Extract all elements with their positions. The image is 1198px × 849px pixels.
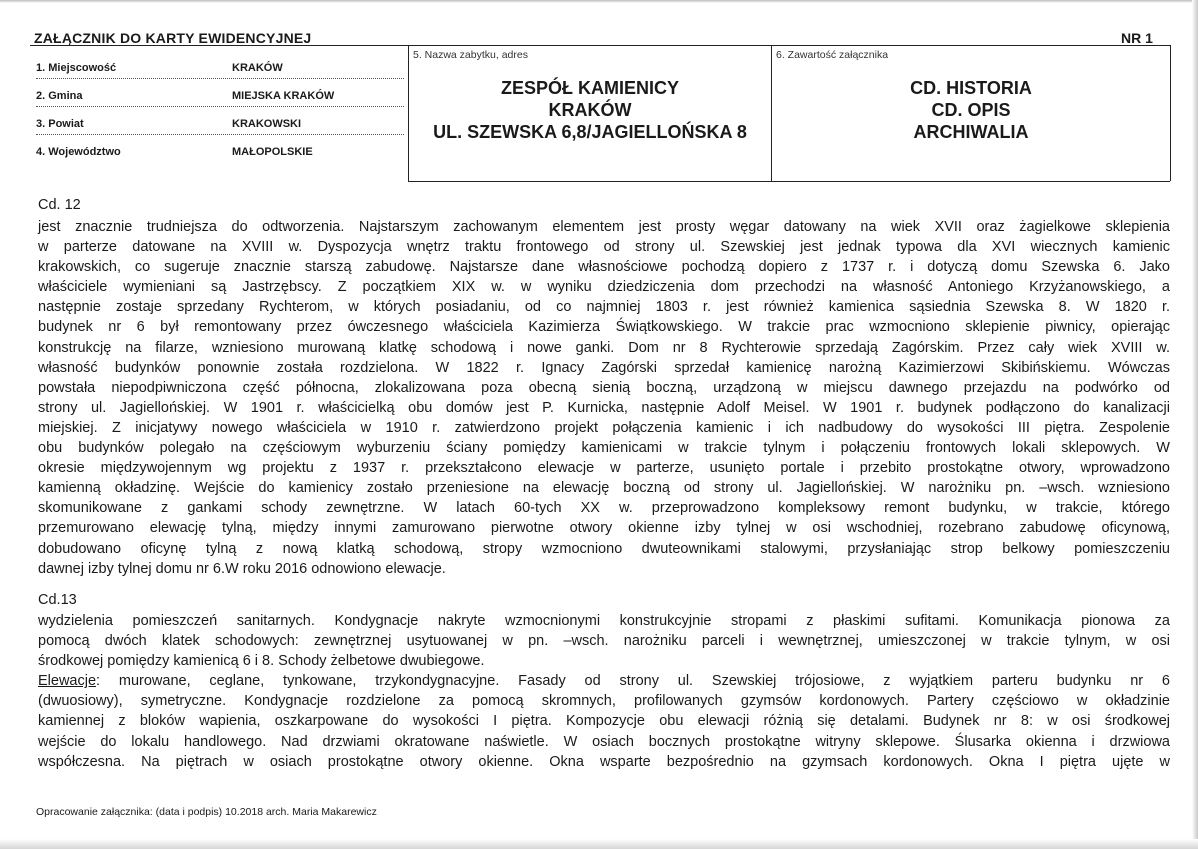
header-divider-1 bbox=[408, 45, 409, 181]
text-line: kamiennej z bloków wapienia, oszkarpowane do wysokości I piętra. Kompozycje obu elewacji różnią się detalami. Budynek nr 8: w osi środkowej bbox=[38, 713, 1170, 730]
elewacje-heading: Elewacje bbox=[38, 673, 97, 690]
text-line: przemurowano elewację tylną, między innymi zamurowano pierwotne otwory okienne izby tylnej w osi wschodniej, rozebrano zabudowę oficynową, bbox=[38, 520, 1170, 537]
text-line: kamienną okładzinę. Wejście do kamienicy zostało przeniesione na elewację boczną od strony ul. Jagiellońskiej. W narożniku pn. –wsch. wzniesiono bbox=[38, 480, 1170, 497]
scan-edge-top bbox=[0, 0, 1198, 3]
monument-line: UL. SZEWSKA 6,8/JAGIELLOŃSKA 8 bbox=[433, 122, 747, 142]
text-line: okresie międzywojennym wg projektu z 1937 r. przekształcono elewacje w parterze, usunięto portale i przebito prostokątne otwory, wprowadzono bbox=[38, 460, 1170, 477]
location-row-gmina bbox=[36, 86, 404, 107]
text-line: skomunikowane z gankami schody zewnętrzne. W latach 60-tych XX w. przeprowadzono kompleksowy remont budynku, w trakcie, którego bbox=[38, 500, 1170, 517]
footer-author: Opracowanie załącznika: (data i podpis) 10.2018 arch. Maria Makarewicz bbox=[36, 806, 377, 818]
text-line: środkowej pomiędzy kamienicą 6 i 8. Schody żelbetowe dwubiegowe. bbox=[38, 653, 485, 670]
text-line: wydzielenia pomieszczeń sanitarnych. Kondygnacje nakryte wzmocnionymi konstrukcyjnie stropami z płaskimi sufitami. Komunikacja pionowa za bbox=[38, 613, 1170, 629]
text-line-elewacje bbox=[38, 671, 1170, 691]
text-line: wejście do lokalu handlowego. Nad drzwiami okratowane naświetle. W osiach bocznych prostokątne witryny sklepowe. Ślusarka okienna i drzwiowa bbox=[38, 733, 1170, 750]
content-line: CD. HISTORIA bbox=[910, 78, 1032, 98]
text-line: właściciele wymieniani są Jastrzębscy. Z początkiem XIX w. w wyniku dziedziczenia dom przechodzi na własność Antoniego Krzyżanowskiego, a bbox=[38, 279, 1170, 296]
field-value: MAŁOPOLSKIE bbox=[232, 146, 313, 158]
history-paragraph bbox=[38, 217, 1170, 579]
text-line: następnie zostaje sprzedany Rychterom, w których posiadaniu, od co najmniej 1803 r. jest również kamienica sąsiednia Szewska 8. W 1820 r. bbox=[38, 299, 1170, 316]
content-line: CD. OPIS bbox=[931, 100, 1011, 120]
text-line: dobudowano oficynę tylną z nową klatką schodową, stropy wzmocniono dwuteownikami stalowymi, przysłaniając strop belkowy pomieszczeniu bbox=[38, 540, 1170, 557]
text-line: (dwuosiowy), symetryczne. Kondygnacje rozdzielone za pomocą skromnych, profilowanych gzymsów kordonowych. Partery częściowo w okładzinie bbox=[38, 693, 1170, 710]
form-number: NR 1 bbox=[1121, 30, 1153, 46]
monument-line: ZESPÓŁ KAMIENICY bbox=[500, 78, 679, 98]
text-line: własność budynków ponownie została rozdzielona. W 1822 r. Ignacy Zagórski sprzedał kamienicę narożną Kazimierzowi Skibińskiemu. Wówczas bbox=[38, 359, 1170, 376]
content-line: ARCHIWALIA bbox=[913, 122, 1029, 142]
scan-edge-bottom bbox=[0, 839, 1198, 849]
field-value: KRAKOWSKI bbox=[232, 118, 302, 130]
field-label: 3. Powiat bbox=[36, 118, 84, 130]
field-value: MIEJSKA KRAKÓW bbox=[232, 90, 335, 102]
text-line: konstrukcję na filarze, wzniesiono murowaną klatkę schodową i nowe ganki. Dom nr 8 Rychterowie sprzedają Zagórskim. Przez cały wiek XVIII w. bbox=[38, 339, 1170, 356]
text-line: pomocą dwóch klatek schodowych: zewnętrznej usytuowanej w pn. –wsch. narożniku parceli i wewnętrznej, umieszczonej w trakcie tylnym, w osi bbox=[38, 633, 1170, 650]
scan-edge-right bbox=[1192, 0, 1198, 849]
text-line: strony ul. Jagiellońskiej. W 1901 r. właścicielką obu domów jest P. Kurnicka, następnie Adolf Meisel. W 1901 r. budynek podłączono do kanalizacji bbox=[38, 399, 1170, 416]
location-row-powiat bbox=[36, 114, 404, 135]
monument-name-block bbox=[410, 77, 770, 143]
location-row-miejscowosc bbox=[36, 58, 404, 79]
text-line: w parterze datowane na XVIII w. Dyspozycja wnętrz traktu frontowego od strony ul. Szewskiej jest jednak typowa dla XVI wiecznych kamienic bbox=[38, 239, 1170, 256]
field-label: 2. Gmina bbox=[36, 90, 83, 102]
header-bottom-rule bbox=[408, 181, 1170, 182]
text-line: dawnej izby tylnej domu nr 6.W roku 2016 odnowiono elewacje. bbox=[38, 560, 446, 577]
text-line: miejskiej. Z inicjatywy nowego właściciela w 1910 r. zatwierdzono projekt połączenia kamienic i ich nadbudowy do wysokości III piętra. Zespolenie bbox=[38, 419, 1170, 436]
monument-box-label: 5. Nazwa zabytku, adres bbox=[413, 49, 528, 61]
content-box-label: 6. Zawartość załącznika bbox=[776, 49, 889, 61]
description-paragraph bbox=[38, 611, 1170, 772]
location-row-wojewodztwo bbox=[36, 142, 404, 162]
elewacje-text: : murowane, ceglane, tynkowane, trzykondygnacyjne. Fasady od strony ul. Szewskiej trójosiowe, z wyjątkiem parteru budynku nr 6 bbox=[96, 673, 1170, 690]
header-divider-2 bbox=[771, 45, 772, 181]
field-label: 4. Województwo bbox=[36, 146, 121, 158]
header-divider-right bbox=[1170, 45, 1171, 181]
field-label: 1. Miejscowość bbox=[36, 62, 117, 74]
header-top-rule bbox=[30, 45, 1170, 46]
section-heading-cd12: Cd. 12 bbox=[38, 197, 81, 213]
text-line: krakowskich, co sugeruje znacznie starszą zabudowę. Najstarsze dane własnościowe pochodzą dopiero z 1737 r. i dotyczą domu Szewska 6. Jako bbox=[38, 259, 1170, 276]
section-heading-cd13: Cd.13 bbox=[38, 592, 77, 608]
content-block bbox=[773, 77, 1169, 143]
field-value: KRAKÓW bbox=[232, 62, 283, 74]
text-line: powstała niepodpiwniczona część północna, zlokalizowana poza obecną sienią boczną, urządzoną w miejscu dawnego przejazdu na podwórko od bbox=[38, 379, 1170, 396]
text-line: budynek nr 6 był remontowany przez ówczesnego właściciela Kazimierza Świątkowskiego. W trakcie prac wzmocniono sklepienie piwnicy, opierając bbox=[38, 319, 1170, 336]
text-line: jest znacznie trudniejsza do odtworzenia. Najstarszym zachowanym elementem jest prosty węgar datowany na wiek XVII oraz żagielkowe sklepienia bbox=[38, 219, 1170, 235]
text-line: współczesna. Na piętrach w osiach prostokątne otwory okienne. Okna wsparte bezpośrednio na gzymsach kordonowych. Okna I piętra ujęte w bbox=[38, 753, 1170, 770]
text-line: obu budynków polegało na częściowym wyburzeniu ściany pomiędzy kamienicami w trakcie tylnym i połączeniu frontowych lokali sklepowych. W bbox=[38, 440, 1170, 457]
monument-line: KRAKÓW bbox=[548, 100, 632, 120]
form-title: ZAŁĄCZNIK DO KARTY EWIDENCYJNEJ bbox=[34, 30, 312, 46]
